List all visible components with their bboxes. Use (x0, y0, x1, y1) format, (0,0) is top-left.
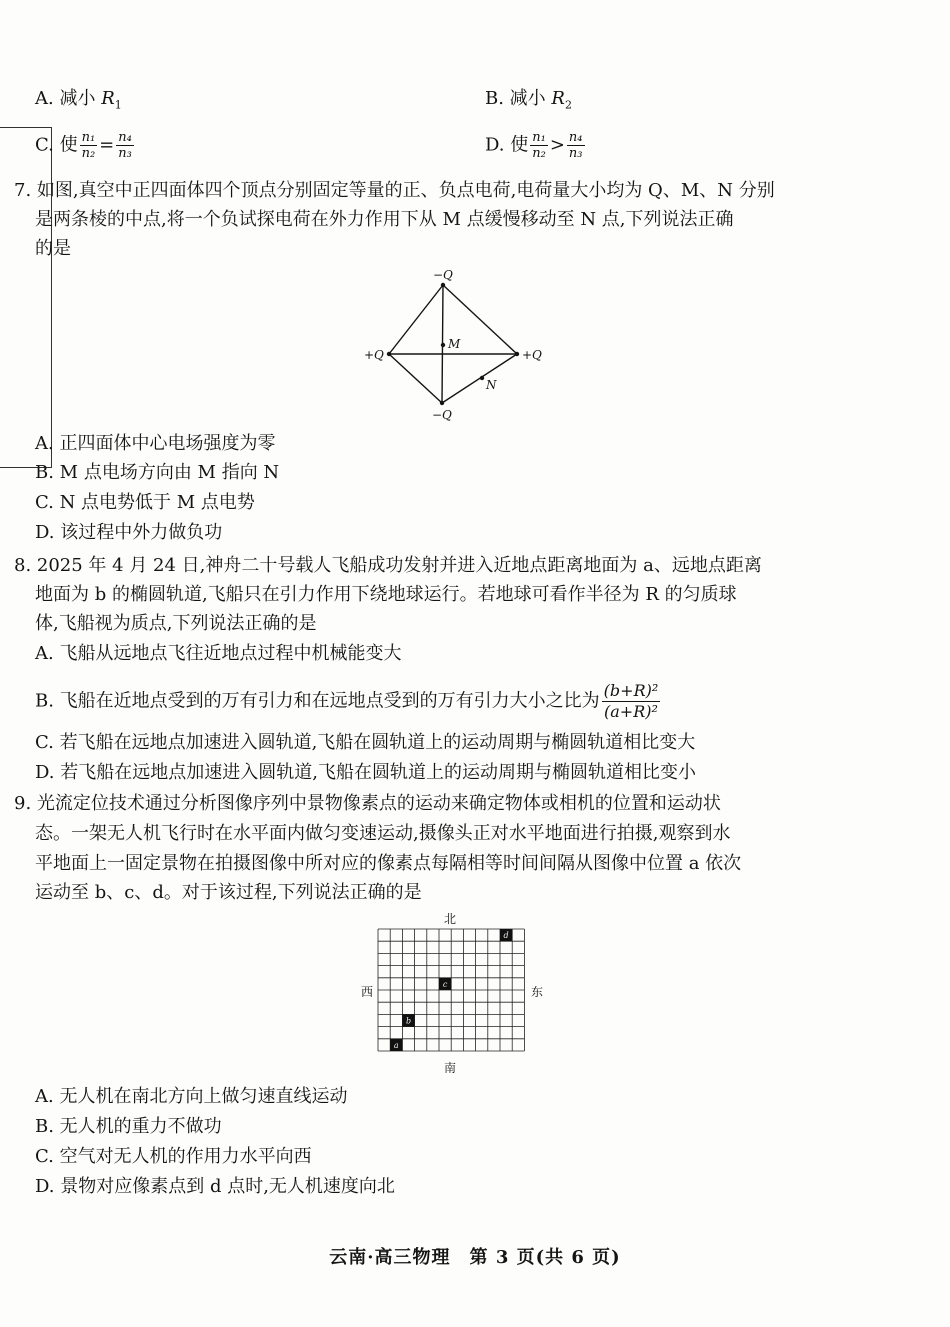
fraction-n1-n2: $\frac{\text{n₁}}{\text{n₂}}$ (532, 130, 546, 161)
q6-option-a: A. 减小 $R_1$ (35, 88, 122, 112)
q8-stem-line-1: 8. 2025 年 4 月 24 日,神舟二十号载人飞船成功发射并进入近地点距离地面为 a、远地点距离 (14, 555, 762, 576)
q9-option-a: A. 无人机在南北方向上做匀速直线运动 (35, 1086, 348, 1107)
q6-option-c: C. 使 $\frac{\text{n₁}}{\text{n₂}}$ = $\frac{\text{n₄}}{\text{n₃}}$ (35, 130, 132, 161)
q6-option-b: B. 减小 $R_2$ (485, 88, 572, 112)
force-ratio-fraction: $\frac{\text{(b+R)²}}{\text{(a+R)²}}$ (603, 681, 659, 721)
q9-option-c: C. 空气对无人机的作用力水平向西 (35, 1146, 312, 1167)
q6-option-d: D. 使 $\frac{\text{n₁}}{\text{n₂}}$ > $\frac{\text{n₄}}{\text{n₃}}$ (485, 130, 583, 161)
q8-option-b: B. 飞船在近地点受到的万有引力和在远地点受到的万有引力大小之比为 $\frac{\text{(b+R)²}}{\text{(a+R)²}}$ (35, 681, 659, 721)
q7-stem-line-2: 是两条棱的中点,将一个负试探电荷在外力作用下从 M 点缓慢移动至 N 点,下列说法正确 (35, 209, 734, 230)
q7-option-b: B. M 点电场方向由 M 指向 N (35, 462, 280, 483)
label-top-charge: −Q (433, 268, 453, 282)
q7-option-a: A. 正四面体中心电场强度为零 (35, 433, 276, 454)
q7-option-d: D. 该过程中外力做负功 (35, 522, 223, 543)
label-n: N (486, 378, 497, 392)
q9-stem-line-2: 态。一架无人机飞行时在水平面内做匀变速运动,摄像头正对水平地面进行拍摄,观察到水 (35, 823, 731, 844)
point-n-dot (480, 376, 484, 380)
label-right-charge: +Q (522, 348, 542, 362)
pixel-label-c: c (442, 980, 448, 989)
q8-option-c: C. 若飞船在远地点加速进入圆轨道,飞船在圆轨道上的运动周期与椭圆轨道相比变大 (35, 732, 696, 753)
q7-stem-line-3: 的是 (35, 238, 71, 259)
q8-stem-line-3: 体,飞船视为质点,下列说法正确的是 (35, 613, 317, 634)
point-m-dot (441, 343, 445, 347)
q9-stem-line-3: 平地面上一固定景物在拍摄图像中所对应的像素点每隔相等时间间隔从图像中位置 a 依次 (35, 853, 742, 874)
q7-stem-line-1: 7. 如图,真空中正四面体四个顶点分别固定等量的正、负点电荷,电荷量大小均为 Q、M、N 分别 (14, 180, 775, 201)
label-east: 东 (531, 985, 544, 999)
q8-option-d: D. 若飞船在远地点加速进入圆轨道,飞船在圆轨道上的运动周期与椭圆轨道相比变小 (35, 762, 696, 783)
q8-option-a: A. 飞船从远地点飞往近地点过程中机械能变大 (35, 643, 402, 664)
pixel-label-d: d (503, 931, 509, 941)
pixel-label-b: b (405, 1016, 412, 1026)
vertex-right-dot (515, 352, 519, 356)
q9-stem-line-1: 9. 光流定位技术通过分析图像序列中景物像素点的运动来确定物体或相机的位置和运动状 (14, 793, 721, 814)
q9-option-b: B. 无人机的重力不做功 (35, 1116, 222, 1137)
q9-option-d: D. 景物对应像素点到 d 点时,无人机速度向北 (35, 1176, 395, 1197)
pixel-label-a: a (393, 1041, 399, 1050)
vertex-left-dot (387, 352, 391, 356)
vertex-bottom-dot (440, 401, 444, 405)
page-footer: 云南·高三物理 第 3 页(共 6 页) (329, 1247, 621, 1268)
label-left-charge: +Q (364, 348, 384, 362)
q7-option-c: C. N 点电势低于 M 点电势 (35, 492, 255, 513)
binding-line-top (0, 127, 52, 128)
label-m: M (448, 337, 461, 351)
vertex-top-dot (441, 283, 445, 287)
label-north: 北 (444, 912, 457, 926)
q9-stem-line-4: 运动至 b、c、d。对于该过程,下列说法正确的是 (35, 882, 422, 903)
label-south: 南 (444, 1061, 457, 1075)
q8-stem-line-2: 地面为 b 的椭圆轨道,飞船只在引力作用下绕地球运行。若地球可看作半径为 R 的匀质球 (35, 584, 737, 605)
fraction-n4-n3: $\frac{\text{n₄}}{\text{n₃}}$ (568, 130, 583, 161)
label-bottom-charge: −Q (432, 408, 452, 422)
fraction-n1-n2: $\frac{\text{n₁}}{\text{n₂}}$ (81, 130, 96, 161)
label-west: 西 (361, 985, 374, 999)
tetrahedron-figure (360, 265, 550, 425)
fraction-n4-n3: $\frac{\text{n₄}}{\text{n₃}}$ (118, 130, 132, 161)
pixel-grid-figure (355, 908, 555, 1078)
